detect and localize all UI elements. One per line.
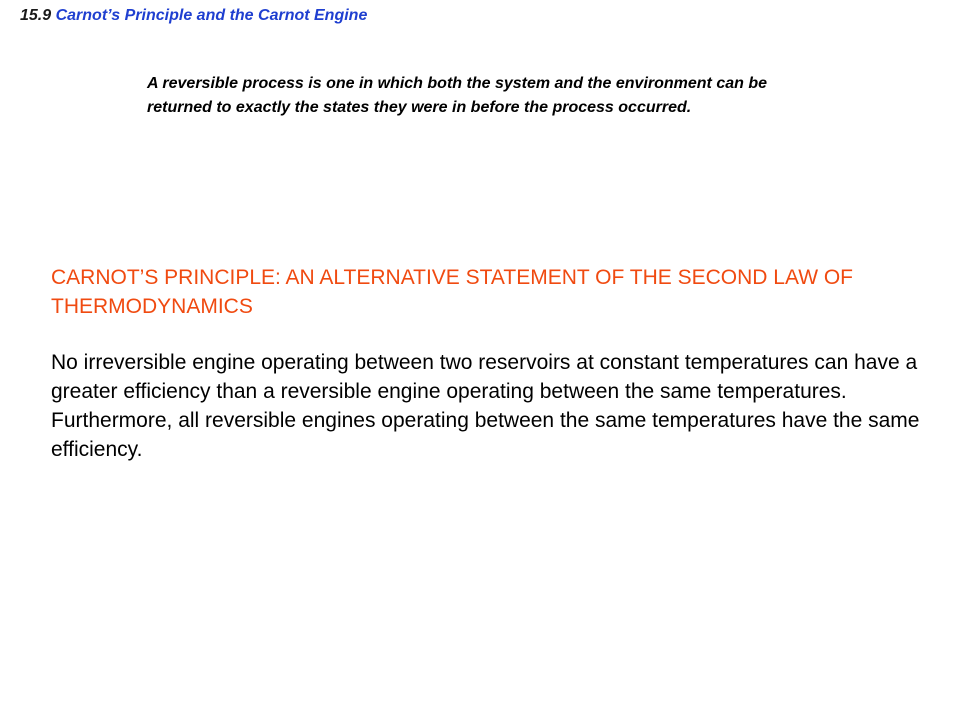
reversible-process-definition: A reversible process is one in which both the system and the environment can be returned to exactly the states they were in before the process occurred. (147, 75, 768, 116)
carnot-principle-statement: No irreversible engine operating between two reservoirs at constant temperatures can have a greater efficiency than a reversible engine operating between the same temperatures. Furthermore, all reversible engines operating between the same temperatures have the same efficiency. (51, 351, 920, 461)
section-title: Carnot’s Principle and the Carnot Engine (55, 7, 368, 24)
carnot-principle-title: CARNOT’S PRINCIPLE: AN ALTERNATIVE STATEMENT OF THE SECOND LAW OF THERMODYNAMICS (51, 266, 854, 318)
section-heading (20, 7, 367, 25)
section-number: 15.9 (20, 7, 52, 24)
